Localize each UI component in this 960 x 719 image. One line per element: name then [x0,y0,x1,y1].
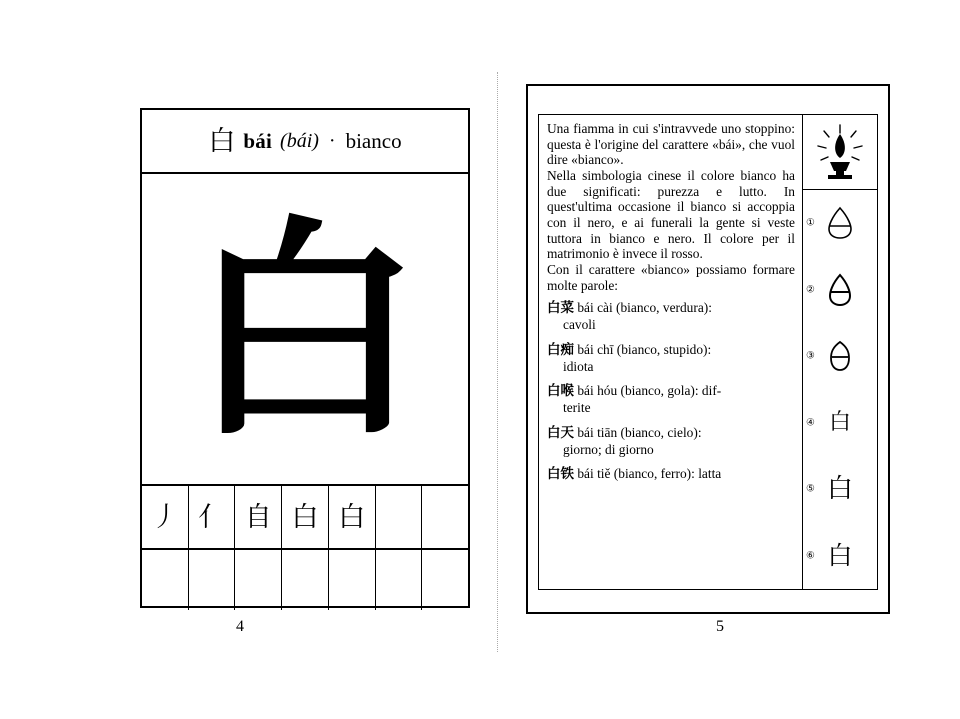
oracle-bone-glyph-icon [827,206,853,240]
bronze-script-glyph-icon [827,273,853,307]
evolution-step [803,257,877,324]
word-hanzi: 白菜 [547,300,574,317]
regular-script-glyph: 白 [826,474,853,505]
page-number-left: 4 [236,618,244,635]
lamp-illustration [812,122,868,182]
stroke-order-row [142,486,468,550]
stroke-cell: 白 [282,486,329,548]
evolution-step [803,456,877,523]
clerical-script-glyph: 白 [828,409,851,435]
page-number-right: 5 [716,618,724,635]
word-list [547,300,795,483]
evolution-step [803,523,877,590]
word-reading: bái chī (bianco, stupido): [577,341,712,357]
seal-script-glyph-icon [827,340,853,372]
list-item [547,383,795,415]
word-reading: bái tiě (bianco, ferro): latta [577,466,722,482]
stroke-cell [376,486,423,548]
stroke-cell: 自 [235,486,282,548]
practice-cell [189,550,236,610]
practice-cell [376,550,423,610]
oil-lamp-flame-icon [803,115,877,190]
word-reading: bái tiān (bianco, cielo): [577,424,702,440]
word-reading: bái hóu (bianco, gola): dif- [577,383,722,399]
evolution-step-number: ⑤ [806,483,815,495]
big-character-cell [142,174,468,486]
evolution-step-number: ② [806,284,815,296]
explanation-inner-frame [538,114,878,590]
big-character: 白 [188,196,421,467]
word-gloss: idiota [563,358,594,374]
paragraph-origin: Una fiamma in cui s'intravvede uno stoppino: questa è l'origine del carattere «bái», che vuol dire «bianco». [547,121,795,168]
word-hanzi: 白痴 [547,341,574,358]
practice-cell [142,550,189,610]
word-gloss: giorno; di giorno [563,441,654,457]
evolution-column [803,115,877,589]
practice-cell [282,550,329,610]
cursive-script-glyph: 白 [827,541,853,571]
word-hanzi: 白天 [547,424,574,441]
evolution-step-number: ④ [806,417,815,429]
word-hanzi: 白铁 [547,466,574,483]
stroke-cell: 亻 [189,486,236,548]
explanation-text-column [539,115,803,589]
word-gloss: cavoli [563,317,596,333]
evolution-step-number: ③ [806,350,815,362]
practice-cell [329,550,376,610]
character-header [142,110,468,174]
practice-row [142,550,468,610]
word-hanzi: 白喉 [547,383,574,400]
evolution-step-number: ① [806,217,815,229]
list-item [547,466,795,483]
right-page [480,0,960,719]
list-item [547,300,795,332]
evolution-step [803,323,877,390]
header-meaning: bianco [345,128,402,153]
evolution-step [803,390,877,457]
practice-cell [235,550,282,610]
header-separator: · [328,129,336,152]
paragraph-symbolism: Nella simbologia cinese il colore bianco ha due significati: purezza e lutto. In quest'ultima occasione il bianco si accoppia con il nero, e ai funerali la gente si veste tuttora in bianco e nero. Il colore per il matrimonio è invece il rosso. [547,168,795,262]
list-item [547,425,795,457]
evolution-step [803,190,877,257]
practice-cell [422,550,468,610]
explanation-card [526,84,890,614]
stroke-cell [422,486,468,548]
stroke-cell: 丿 [142,486,189,548]
header-pinyin-italic: (bái) [280,129,319,152]
header-pinyin: bái [243,128,273,153]
paragraph-words-intro: Con il carattere «bianco» possiamo formare molte parole: [547,262,795,293]
list-item [547,342,795,374]
header-hanzi: 白 [208,125,236,157]
stroke-cell: 白 [329,486,376,548]
evolution-step-number: ⑥ [806,550,815,562]
character-card [140,108,470,608]
word-reading: bái cài (bianco, verdura): [577,300,712,316]
word-gloss: terite [563,400,591,416]
